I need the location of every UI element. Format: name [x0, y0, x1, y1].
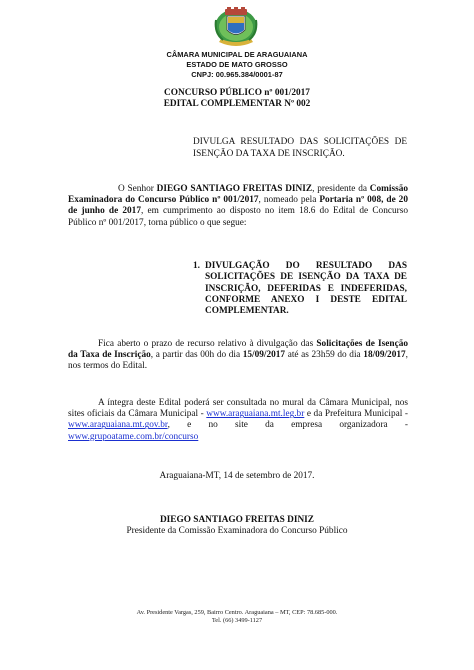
- commission-name: Comissão Examinadora do Concurso Público nº 001/2017: [68, 184, 408, 206]
- list-item: [193, 261, 407, 317]
- title-edital: EDITAL COMPLEMENTAR Nº 002: [163, 99, 311, 109]
- appeal-paragraph: [68, 339, 408, 373]
- publication-text-2: e da Prefeitura Municipal -: [304, 409, 408, 420]
- item-number: 1.: [193, 261, 200, 271]
- ordinance-ref: Portaria nº 008, de 20 de junho de 2017: [68, 195, 408, 217]
- item-text: DIVULGAÇÃO DO RESULTADO DAS SOLICITAÇÕES DE ISENÇÃO DA TAXA DE INSCRIÇÃO, DEFERIDAS E INDEFERIDAS, CONFORME ANEXO I DESTE EDITAL COMPLEMENTAR.: [205, 261, 407, 317]
- intro-text-4: , em cumprimento ao disposto no item 18.6 do Edital de Concurso Público nº 001/2017, torna público o que segue:: [68, 206, 408, 228]
- footer-address: Av. Presidente Vargas, 259, Bairro Centro. Araguaiana – MT, CEP: 78.685-000.: [136, 609, 338, 616]
- signatory-role: Presidente da Comissão Examinadora do Concurso Público: [126, 526, 348, 536]
- header-state: ESTADO DE MATO GROSSO: [186, 60, 288, 69]
- city-hall-site-link[interactable]: www.araguaiana.mt.gov.br: [68, 420, 168, 431]
- intro-text-1: O Senhor: [118, 184, 157, 194]
- appeal-text-2: , a partir das 00h do dia: [150, 350, 243, 361]
- header-cnpj: CNPJ: 00.965.384/0001-87: [191, 70, 283, 79]
- appeal-end-date: 18/09/2017: [363, 350, 406, 361]
- appeal-text-4: , nos termos do Edital.: [68, 350, 408, 372]
- publication-text-1: A íntegra deste Edital poderá ser consultada no mural da Câmara Municipal, nos sites oficiais da Câmara Municipal -: [68, 398, 408, 420]
- intro-paragraph: [68, 184, 408, 229]
- title-contest: CONCURSO PÚBLICO nº 001/2017: [164, 88, 310, 98]
- header-chamber-name: CÂMARA MUNICIPAL DE ARAGUAIANA: [166, 50, 308, 59]
- footer-phone: Tel. (66) 3499-1127: [211, 617, 263, 624]
- appeal-start-date: 15/09/2017: [242, 350, 286, 361]
- appeal-text-3: até as 23h59 do dia: [285, 350, 364, 361]
- edital-summary: DIVULGA RESULTADO DAS SOLICITAÇÕES DE ISENÇÃO DA TAXA DE INSCRIÇÃO.: [193, 137, 407, 159]
- organizer-site-link[interactable]: www.grupoatame.com.br/concurso: [68, 431, 199, 442]
- chamber-site-link[interactable]: www.araguaiana.mt.leg.br: [206, 409, 305, 420]
- intro-text-3: , nomeado pela: [258, 195, 320, 206]
- signatory-name: DIEGO SANTIAGO FREITAS DINIZ: [159, 515, 315, 525]
- place-date: Araguaiana-MT, 14 de setembro de 2017.: [159, 471, 315, 481]
- appeal-text-1: Fica aberto o prazo de recurso relativo à divulgação das: [98, 339, 317, 349]
- appeal-subject: Solicitações de Isenção da Taxa de Inscrição: [68, 339, 409, 361]
- publication-paragraph: [68, 398, 408, 443]
- intro-text-2: , presidente da: [312, 184, 370, 194]
- president-name: DIEGO SANTIAGO FREITAS DINIZ: [156, 184, 313, 194]
- publication-text-3: , e no site da empresa organizadora -: [167, 420, 408, 431]
- municipal-coat-of-arms-icon: [213, 6, 259, 48]
